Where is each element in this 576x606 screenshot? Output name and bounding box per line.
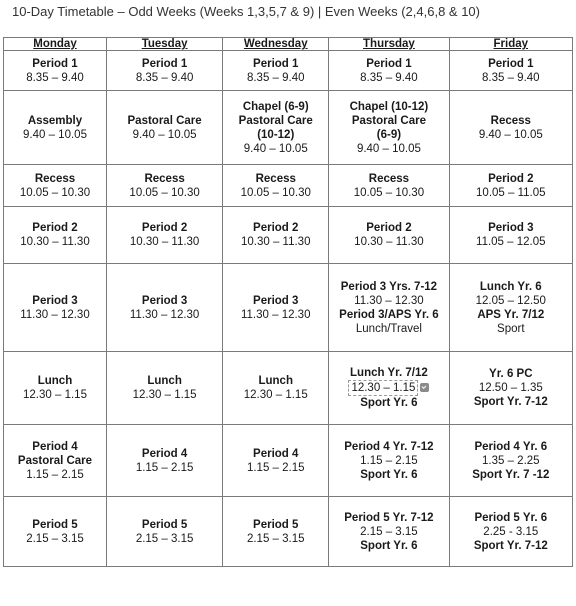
slot-label: Period 1 (141, 57, 188, 70)
slot-label: Period 2 (32, 222, 78, 234)
slot-label: Assembly (27, 114, 83, 127)
slot-label: Lunch Yr. 7/12 (350, 367, 428, 379)
slot-label: Period 4 (141, 447, 188, 460)
slot-label: Period 3 (32, 294, 78, 307)
slot-label: Sport Yr. 7 -12 (472, 468, 550, 481)
timetable-row (4, 264, 573, 352)
slot-time: 10.05 – 10.30 (19, 186, 91, 199)
timetable-cell-wednesday (223, 425, 329, 497)
slot-time: 10.30 – 11.30 (354, 236, 424, 248)
timetable-row (4, 497, 573, 567)
timetable-body (4, 51, 573, 567)
slot-label: Period 2 (141, 222, 188, 234)
slot-time: 2.15 – 3.15 (246, 532, 305, 545)
day-header-row (4, 38, 573, 51)
slot-label: Period 4 Yr. 6 (474, 440, 548, 453)
timetable-cell-wednesday (223, 352, 329, 425)
slot-label: Recess (144, 172, 185, 185)
slot-time (331, 380, 446, 396)
slot-label: Period 2 (488, 172, 534, 185)
timetable-cell-tuesday (106, 91, 222, 165)
slot-time: 8.35 – 9.40 (26, 71, 84, 84)
slot-time: 12.05 – 12.50 (475, 294, 546, 307)
day-header-wednesday: Wednesday (223, 38, 329, 51)
slot-label: Lunch (258, 375, 293, 387)
timetable-cell-monday (4, 51, 107, 91)
slot-time: 10.05 – 11.05 (476, 186, 546, 199)
slot-time: 11.05 – 12.05 (476, 236, 546, 248)
slot-label: Sport Yr. 7-12 (473, 539, 548, 552)
slot-time: 12.30 – 1.15 (23, 389, 87, 401)
slot-time: 11.30 – 12.30 (354, 294, 424, 307)
slot-time: 9.40 – 10.05 (478, 128, 543, 141)
timetable-cell-thursday (329, 165, 449, 207)
day-header-tuesday: Tuesday (106, 38, 222, 51)
slot-time: 1.15 – 2.15 (360, 454, 418, 467)
slot-label: Period 2 (253, 222, 299, 234)
slot-time: 2.15 – 3.15 (135, 532, 194, 545)
slot-label: Sport Yr. 6 (360, 468, 418, 481)
slot-time: 11.30 – 12.30 (129, 308, 200, 321)
slot-label: (10-12) (257, 128, 295, 141)
slot-time: Lunch/Travel (355, 322, 422, 335)
timetable-cell-wednesday (223, 207, 329, 264)
timetable-row (4, 51, 573, 91)
timetable-cell-friday (449, 352, 572, 425)
slot-time: 9.40 – 10.05 (243, 142, 308, 155)
timetable-cell-thursday (329, 497, 449, 567)
slot-label: Sport Yr. 6 (360, 397, 418, 409)
slot-time: 1.15 – 2.15 (135, 461, 194, 474)
slot-time: 10.05 – 10.30 (240, 186, 311, 199)
slot-label: Pastoral Care (351, 114, 426, 127)
slot-label: Chapel (6-9) (242, 100, 309, 113)
slot-label: Period 4 (253, 447, 299, 460)
slot-time: 8.35 – 9.40 (135, 71, 194, 84)
slot-time: 10.05 – 10.30 (129, 186, 200, 199)
timetable-cell-thursday (329, 352, 449, 425)
timetable-cell-monday (4, 264, 107, 352)
slot-label: APS Yr. 7/12 (477, 308, 545, 321)
timetable-cell-wednesday (223, 91, 329, 165)
timetable-cell-wednesday (223, 165, 329, 207)
slot-time: 1.15 – 2.15 (26, 468, 84, 481)
timetable-cell-monday (4, 91, 107, 165)
timetable-cell-monday (4, 165, 107, 207)
slot-time: 9.40 – 10.05 (132, 128, 197, 141)
slot-label: Period 1 (488, 57, 534, 70)
slot-time: 10.30 – 11.30 (129, 236, 200, 248)
timetable-cell-tuesday (106, 425, 222, 497)
slot-time: 10.30 – 11.30 (240, 236, 311, 248)
timetable-cell-wednesday (223, 51, 329, 91)
timetable-cell-monday (4, 497, 107, 567)
timetable-cell-friday (449, 51, 572, 91)
day-header-thursday: Thursday (329, 38, 449, 51)
slot-label: Chapel (10-12) (349, 100, 429, 113)
slot-label: Lunch Yr. 6 (479, 280, 542, 293)
slot-time: 1.15 – 2.15 (246, 461, 305, 474)
slot-time: 2.15 – 3.15 (26, 532, 84, 545)
day-header-monday: Monday (4, 38, 107, 51)
timetable-cell-tuesday (106, 51, 222, 91)
slot-time: 10.30 – 11.30 (20, 236, 90, 248)
timetable-cell-tuesday (106, 165, 222, 207)
slot-label: Recess (255, 172, 296, 185)
slot-label: Period 5 (32, 518, 78, 531)
slot-time: Sport (497, 322, 525, 335)
timetable-cell-thursday (329, 51, 449, 91)
page-title: 10-Day Timetable – Odd Weeks (Weeks 1,3,5,7 & 9) | Even Weeks (2,4,6,8 & 10) (12, 4, 480, 19)
slot-label: Period 4 (32, 440, 78, 453)
timetable-cell-tuesday (106, 264, 222, 352)
slot-time: 1.35 – 2.25 (482, 454, 540, 467)
slot-label: Lunch (37, 375, 73, 387)
timetable-row (4, 352, 573, 425)
slot-label: (6-9) (376, 128, 402, 141)
timetable-cell-thursday (329, 264, 449, 352)
slot-time: 8.35 – 9.40 (360, 71, 418, 84)
timetable-cell-monday (4, 425, 107, 497)
slot-label: Pastoral Care (17, 454, 93, 467)
slot-label: Period 5 (141, 518, 188, 531)
slot-time: 11.30 – 12.30 (240, 308, 311, 321)
timetable-cell-thursday (329, 91, 449, 165)
slot-time: 12.50 – 1.35 (478, 382, 543, 394)
timetable-cell-thursday (329, 207, 449, 264)
slot-label: Recess (490, 114, 531, 127)
timetable-cell-tuesday (106, 352, 222, 425)
timetable-cell-friday (449, 425, 572, 497)
slot-label: Lunch (147, 375, 182, 387)
timetable-row (4, 165, 573, 207)
timetable-cell-tuesday (106, 207, 222, 264)
slot-label: Period 3 Yrs. 7-12 (340, 280, 438, 293)
timetable-cell-friday (449, 207, 572, 264)
slot-time: 11.30 – 12.30 (20, 308, 90, 321)
selected-time-text[interactable]: 12.30 – 1.15 (348, 380, 418, 396)
dropdown-icon[interactable] (420, 383, 429, 392)
day-header-friday: Friday (449, 38, 572, 51)
slot-time: 2.15 – 3.15 (360, 525, 418, 538)
timetable-row (4, 91, 573, 165)
slot-time: 12.30 – 1.15 (243, 389, 308, 401)
timetable-cell-tuesday (106, 497, 222, 567)
slot-label: Yr. 6 PC (489, 368, 533, 380)
slot-label: Pastoral Care (127, 114, 202, 127)
slot-label: Period 3 (488, 222, 534, 234)
slot-label: Sport Yr. 6 (360, 539, 418, 552)
slot-time: 9.40 – 10.05 (23, 128, 87, 141)
slot-label: Period 1 (32, 57, 78, 70)
slot-label: Period 2 (366, 222, 412, 234)
slot-time: 9.40 – 10.05 (356, 142, 421, 155)
slot-label: Recess (368, 172, 410, 185)
timetable-cell-friday (449, 165, 572, 207)
slot-time: 8.35 – 9.40 (246, 71, 305, 84)
slot-time: 2.25 - 3.15 (483, 525, 539, 538)
slot-label: Recess (34, 172, 76, 185)
timetable-cell-monday (4, 207, 107, 264)
slot-label: Sport Yr. 7-12 (473, 396, 548, 408)
timetable-cell-friday (449, 264, 572, 352)
slot-time: 12.30 – 1.15 (132, 389, 197, 401)
timetable-cell-thursday (329, 425, 449, 497)
slot-time: 10.05 – 10.30 (353, 186, 425, 199)
slot-label: Period 4 Yr. 7-12 (344, 440, 434, 453)
slot-label: Pastoral Care (238, 114, 313, 127)
timetable-row (4, 425, 573, 497)
timetable-cell-monday (4, 352, 107, 425)
timetable (3, 37, 573, 567)
timetable-cell-wednesday (223, 264, 329, 352)
slot-label: Period 5 Yr. 6 (474, 511, 548, 524)
timetable-cell-wednesday (223, 497, 329, 567)
slot-label: Period 5 (253, 518, 299, 531)
slot-label: Period 1 (253, 57, 299, 70)
slot-label: Period 3/APS Yr. 6 (339, 308, 439, 321)
slot-label: Period 1 (366, 57, 412, 70)
slot-label: Period 5 Yr. 7-12 (344, 511, 434, 524)
slot-label: Period 3 (253, 294, 299, 307)
slot-label: Period 3 (141, 294, 188, 307)
timetable-cell-friday (449, 497, 572, 567)
timetable-row (4, 207, 573, 264)
slot-time: 8.35 – 9.40 (482, 71, 540, 84)
timetable-cell-friday (449, 91, 572, 165)
